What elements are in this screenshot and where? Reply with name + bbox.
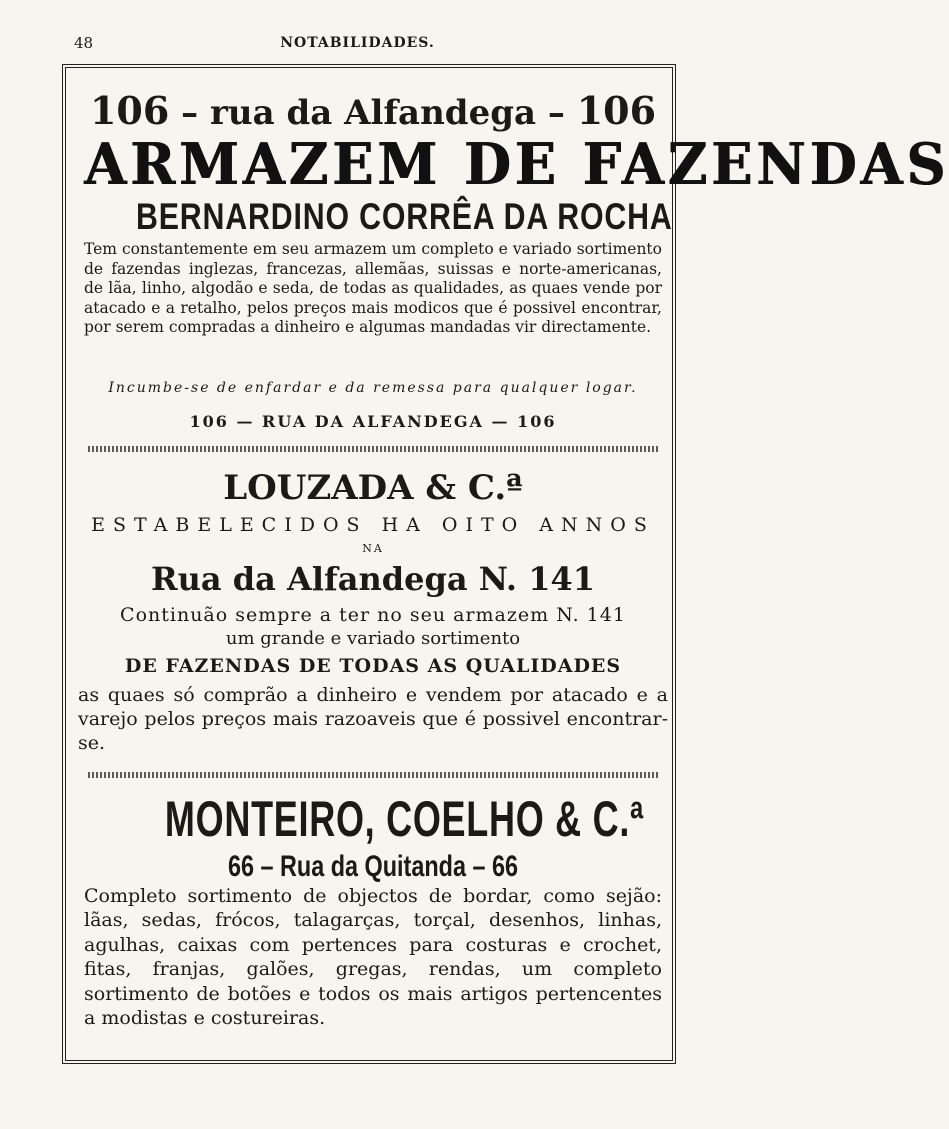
- ad1-proprietor: BERNARDINO CORRÊA DA ROCHA: [136, 196, 673, 237]
- page-header: [0, 34, 715, 54]
- ad1-footer-address: 106 — RUA DA ALFANDEGA — 106: [189, 412, 557, 431]
- ad2-line-2: um grande e variado sortimento: [225, 628, 521, 649]
- ad3-firm-name: MONTEIRO, COELHO & C.ª: [164, 791, 645, 847]
- ad1-address-number-right: 106: [576, 88, 657, 133]
- ad2-firm-name: LOUZADA & C.ª: [223, 468, 523, 508]
- ad3-body-text: Completo sortimento de objectos de bordar, como sejão: lãas, sedas, frócos, talagarças, torçal, desenhos, linhas, agulhas, caixas com pertences para costuras e crochet, fitas, franjas, galões, gregas, rendas, um completo sortimento de botões e todos os mais artigos pertencentes a modistas e costureiras.: [84, 885, 662, 1030]
- ad1-address-heading: [84, 88, 662, 133]
- ad2-established: ESTABELECIDOS HA OITO ANNOS: [91, 514, 655, 536]
- ad1-address-number-left: 106: [89, 88, 170, 133]
- ad2-heading: DE FAZENDAS DE TODAS AS QUALIDADES: [124, 655, 622, 677]
- ornamental-rule: [88, 772, 658, 778]
- advertisement-content: [78, 68, 949, 1060]
- ad1-headline: ARMAZEM DE FAZENDAS: [84, 130, 949, 198]
- ad2-body-text: as quaes só comprão a dinheiro e vendem por atacado e a varejo pelos preços mais razoaveis que é possivel encontrar-se.: [78, 684, 668, 754]
- ornamental-rule: [88, 446, 658, 452]
- page-number: 48: [74, 34, 94, 52]
- ad2-na: NA: [362, 542, 384, 555]
- ad1-address-street: – rua da Alfandega –: [169, 93, 577, 133]
- ad1-note: Incumbe-se de enfardar e da remessa para qualquer logar.: [108, 380, 638, 396]
- advertisement-frame: [62, 64, 949, 1064]
- ad2-line-1: Continuão sempre a ter no seu armazem N. 141: [120, 604, 626, 626]
- ad1-body-text: Tem constantemente em seu armazem um completo e variado sortimento de fazendas inglezas, francezas, allemãas, suissas e norte-americanas, de lãa, linho, algodão e seda, de todas as qualidades, as quaes vende por atacado e a retalho, pelos preços mais modicos que é possivel encontrar, por serem compradas a dinheiro e algumas mandadas vir directamente.: [84, 240, 662, 337]
- ad3-street: 66 – Rua da Quitanda – 66: [227, 850, 519, 883]
- running-title: NOTABILIDADES.: [280, 35, 435, 51]
- ad2-street: Rua da Alfandega N. 141: [151, 560, 595, 598]
